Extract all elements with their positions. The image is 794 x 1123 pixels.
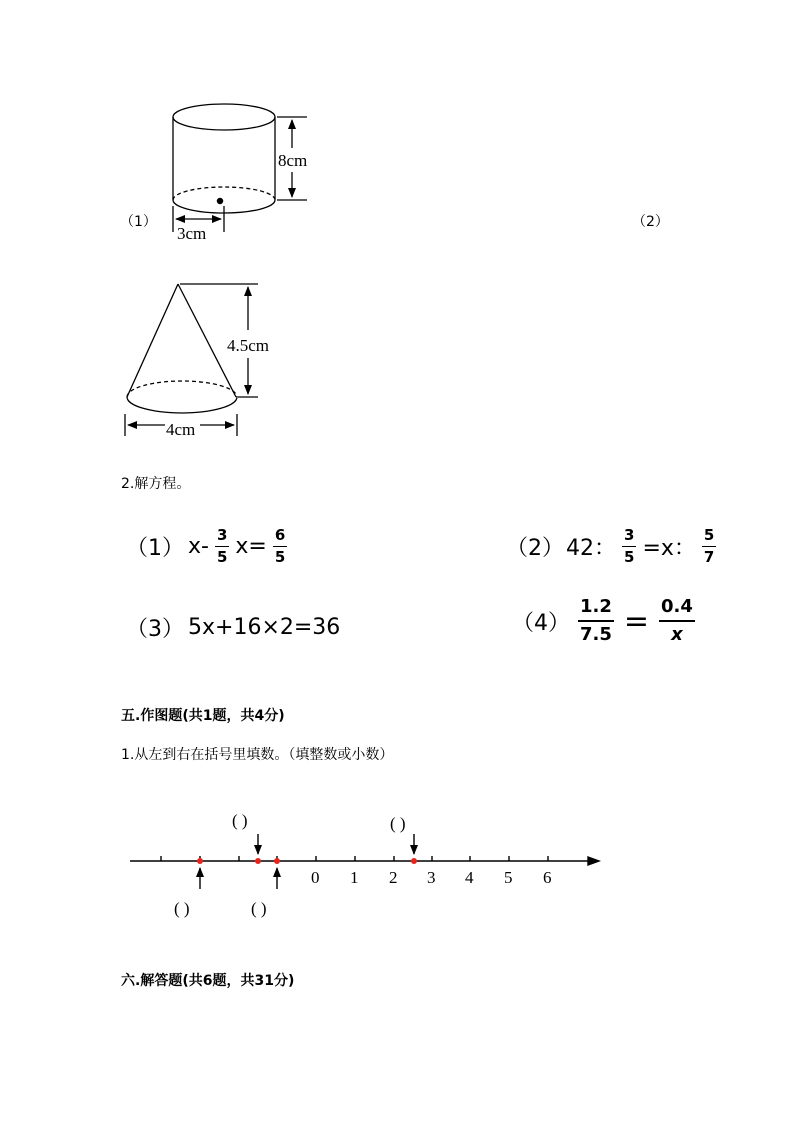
fraction-denominator: 5: [274, 548, 286, 566]
cylinder-radius-label: 3cm: [177, 224, 207, 243]
tick-label: 5: [504, 868, 513, 887]
equation-1-index: （1）: [126, 536, 184, 561]
fraction-denominator: 7.5: [580, 624, 612, 645]
figure2-index: （2）: [632, 214, 669, 230]
fraction-numerator: 3: [622, 528, 636, 547]
equation-3: [126, 612, 340, 643]
point-marker: [197, 858, 203, 864]
equation-4: [512, 598, 701, 644]
equation-1-mid: x=: [235, 534, 267, 559]
section5-title: 五.作图题(共1题，共4分): [121, 708, 285, 724]
point-marker: [255, 858, 261, 864]
cylinder-height-label: 8cm: [278, 151, 308, 170]
fraction-numerator: 6: [273, 528, 287, 547]
equation-4-equals: =: [623, 603, 650, 639]
cone-figure: [125, 284, 258, 436]
fraction-numerator: 3: [215, 528, 229, 547]
equation-1-fraction-2: [273, 528, 287, 565]
cone-height-label: 4.5cm: [227, 336, 270, 355]
answer-blank: ( ): [174, 899, 190, 918]
equation-4-fraction-1: [578, 598, 614, 644]
cylinder-top-ellipse: [173, 104, 275, 130]
cone-left-slant: [127, 284, 178, 397]
fraction-denominator: 7: [703, 548, 715, 566]
cone-base-back: [127, 381, 237, 397]
equation-1-fraction-1: [215, 528, 229, 565]
equation-3-index: （3）: [126, 617, 184, 642]
fraction-numerator: 5: [702, 528, 716, 547]
point-marker: [274, 858, 280, 864]
equation-2-fraction-2: [702, 528, 716, 565]
cylinder-bottom-back: [173, 187, 275, 200]
section5-question1: 1.从左到右在括号里填数。（填整数或小数）: [121, 747, 394, 763]
equation-2-fraction-1: [622, 528, 636, 565]
cylinder-center-point: [217, 198, 222, 203]
fraction-numerator: 0.4: [659, 598, 695, 622]
equation-3-text: 5x+16×2=36: [188, 615, 341, 640]
tick-label: 3: [427, 868, 436, 887]
equation-1-lhs: x-: [188, 534, 209, 559]
answer-blank: ( ): [232, 811, 248, 830]
tick-label: 1: [350, 868, 359, 887]
figure1-index: （1）: [120, 214, 157, 230]
equation-2: [506, 528, 722, 565]
answer-blank: ( ): [251, 899, 267, 918]
fraction-numerator: 1.2: [578, 598, 614, 622]
question2-title: 2.解方程。: [121, 476, 191, 492]
tick-label: 0: [311, 868, 320, 887]
equation-4-index: （4）: [512, 610, 570, 636]
fraction-denominator: x: [671, 624, 683, 645]
equation-1: [126, 528, 293, 565]
number-line-arrowhead: [588, 857, 599, 865]
equation-2-mid: =x：: [642, 536, 696, 561]
fraction-denominator: 5: [216, 548, 228, 566]
equation-2-lhs: 42：: [566, 536, 616, 561]
answer-blank: ( ): [390, 814, 406, 833]
point-marker: [411, 858, 417, 864]
fraction-denominator: 5: [624, 548, 635, 566]
tick-label: 2: [389, 868, 398, 887]
cone-diameter-label: 4cm: [166, 420, 196, 439]
tick-label: 4: [465, 868, 474, 887]
section6-title: 六.解答题(共6题，共31分): [121, 973, 295, 989]
equation-4-fraction-2: [659, 598, 695, 644]
equation-2-index: （2）: [506, 536, 564, 561]
cone-base-front: [127, 397, 237, 413]
tick-label: 6: [543, 868, 552, 887]
